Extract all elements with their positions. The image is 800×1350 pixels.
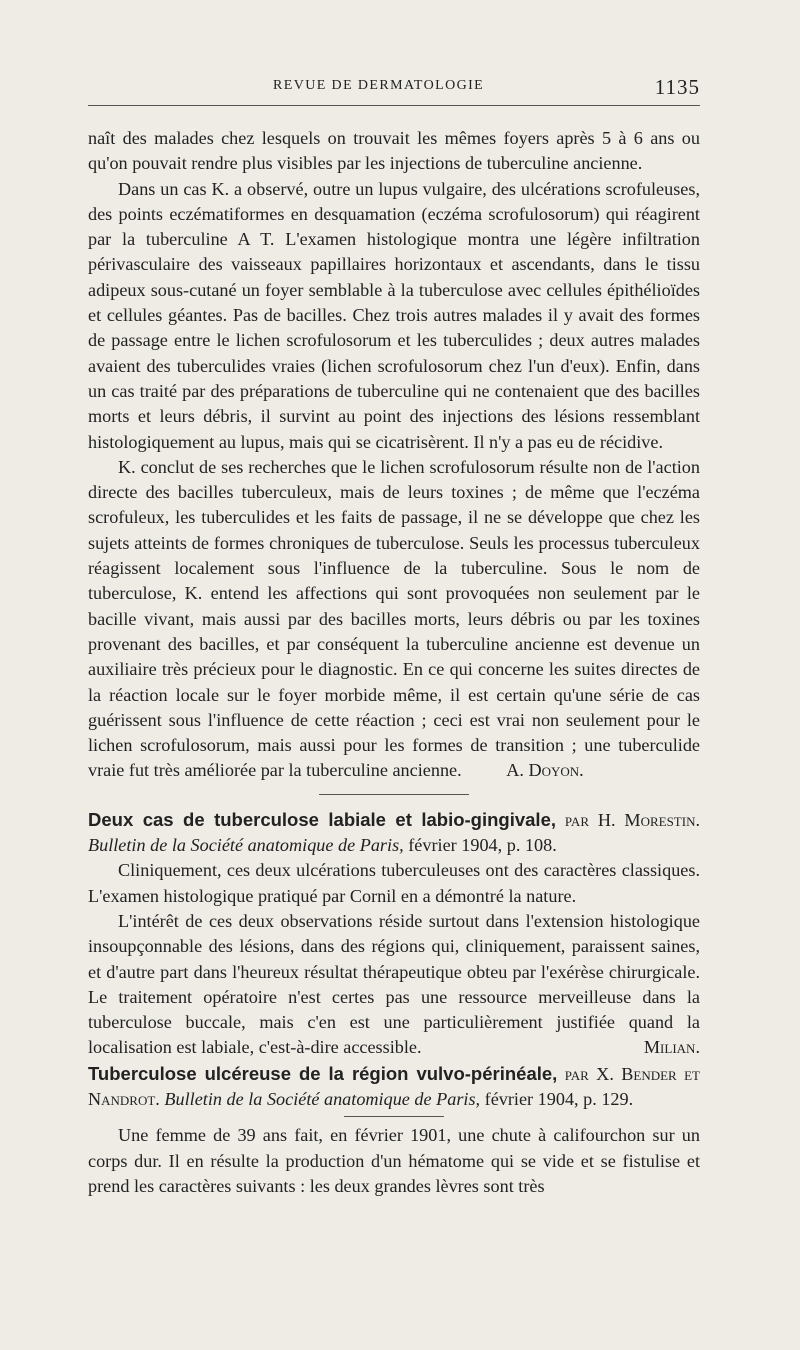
section-divider [344,1116,444,1117]
journal-title: REVUE DE DERMATOLOGIE [273,78,485,93]
section-divider [319,794,469,795]
running-header [88,75,700,102]
paragraph: Dans un cas K. a observé, outre un lupus vulgaire, des ulcérations scrofuleuses, des points eczématiformes en desquamation (eczéma scrofulosorum) qui réagirent par la tuberculine A T. L'examen histologique montra une légère infiltration périvasculaire des vaisseaux papillaires horizontaux et ascendants, dans le tissu adipeux sous-cutané un foyer semblable à la tuberculose avec cellules épithélioïdes et cellules géantes. Pas de bacilles. Chez trois autres malades il y avait des formes de passage entre le lichen scrofulosorum et les tuberculides ; deux autres malades avaient des tuberculides vraies (lichen scrofulosorum chez l'un d'eux). Enfin, dans un cas traité par des préparations de tuberculine qui ne contenaient que des bacilles morts et leurs débris, il survint au point des injections des lésions ressemblant histologiquement au lupus, mais qui se cicatrisèrent. Il n'y a pas eu de récidive. [88,178,700,452]
paragraph [88,455,700,784]
page-number: 1135 [654,75,700,99]
article-date: février 1904, p. 129. [484,1088,634,1109]
article-authors: par X. Bender et Nandrot. [88,1063,700,1109]
article-authors: par H. Morestin. [564,809,701,830]
paragraph: Une femme de 39 ans fait, en février 1901, une chute à califourchon sur un corps dur. Il en résulte la production d'un hématome qui se vide et se fistulise et prend les caractères suivants : les deux grandes lèvres sont très [88,1125,700,1196]
article-journal: Bulletin de la Société anatomique de Paris, [164,1088,481,1109]
paragraph-text: K. conclut de ses recherches que le lichen scrofulosorum résulte non de l'action directe des bacilles tuberculeux, mais de leurs toxines ; de même que l'eczéma scrofuleux, les tuberculides et les faits de passage, il ne se développe que chez les sujets atteints de formes chroniques de tuberculose. Seuls les processus tuberculeux réagissent localement sous l'influence de la tuberculine. Sous le nom de tuberculose, K. entend les affections qui sont provoquées non seulement par le bacille vivant, mais aussi par des bacilles morts, leurs débris ou par les toxines provenant des bacilles, et par conséquent la tuberculine ancienne est devenue un auxiliaire très précieux pour le diagnostic. En ce qui concerne les suites directes de la réaction locale sur le foyer morbide même, il est certain qu'une série de cas guérissent sous l'influence de cette réaction ; ceci est vrai non seulement pour le lichen scrofulosorum, mais aussi pour les formes de transition ; une tuberculide vraie fut très améliorée par la tuberculine ancienne. [88,456,700,781]
paragraph-continued: naît des malades chez lesquels on trouvait les mêmes foyers après 5 à 6 ans ou qu'on pouvait rendre plus visibles par les injections de tuberculine ancienne. [88,128,700,174]
paragraph-text: L'intérêt de ces deux observations réside surtout dans l'extension histologique insoupçonnable des lésions, dans des régions qui, cliniquement, paraissent saines, et d'autre part dans l'heureux résultat thérapeutique obteu par l'exérèse chirurgicale. Le traitement opératoire n'est certes pas une ressource merveilleuse dans la tuberculose buccale, mais c'en est une particulièrement justifiée quand la localisation est labiale, c'est-à-dire accessible. [88,910,700,1058]
article-heading [88,807,700,859]
article-heading [88,1061,700,1113]
signature: Milian. [643,1037,700,1058]
article-title: Tuberculose ulcéreuse de la région vulvo-périnéale, [88,1062,558,1084]
paragraph [88,909,700,1061]
header-rule [88,105,700,106]
article-date: février 1904, p. 108. [408,835,557,856]
article-title: Deux cas de tuberculose labiale et labio-gingivale, [88,808,557,830]
page-body [88,126,700,1199]
signature: A. Doyon. [506,760,584,781]
article-journal: Bulletin de la Société anatomique de Paris, [88,835,404,856]
paragraph: Cliniquement, ces deux ulcérations tuberculeuses ont des caractères classiques. L'examen histologique pratiqué par Cornil en a démontré la nature. [88,860,700,906]
